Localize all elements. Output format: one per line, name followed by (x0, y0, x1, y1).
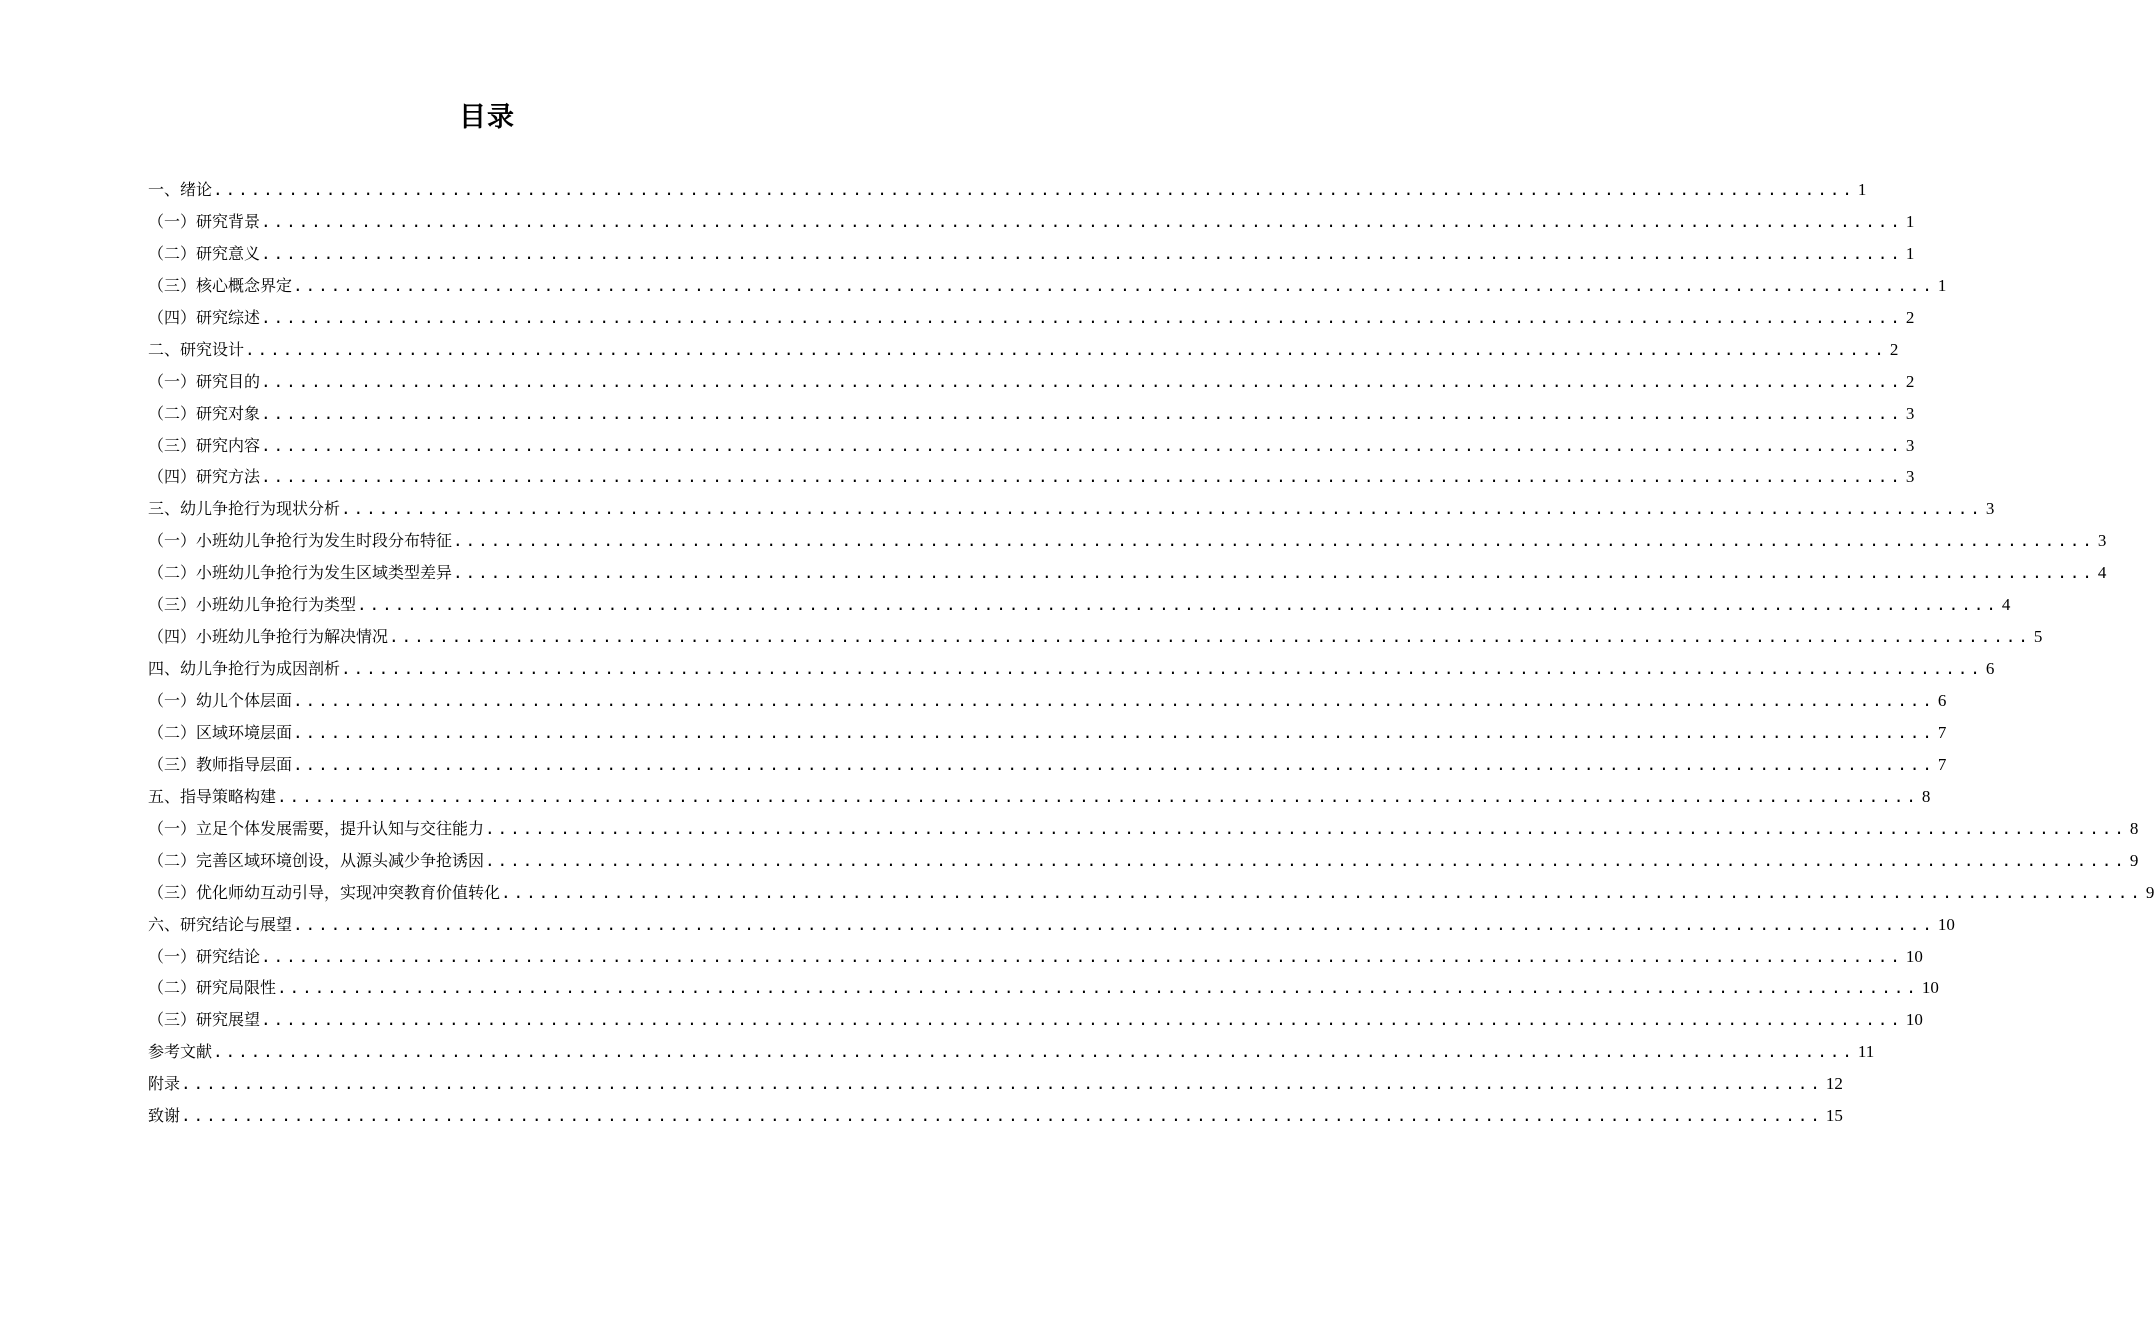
toc-dot-leader: ................................................................................................................................... (341, 659, 1983, 679)
toc-entry-page-number: 1 (1857, 180, 1867, 199)
toc-entry-page-number: 8 (2129, 818, 2139, 838)
toc-dot-leader: ................................................................................................................................... (501, 882, 2143, 902)
toc-dot-leader: ................................................................................................................................... (261, 371, 1903, 391)
toc-entry-label: （二）研究局限性 (148, 978, 277, 998)
toc-dot-leader: ................................................................................................................................... (277, 786, 1919, 806)
toc-entry-label: （三）研究展望 (148, 1010, 261, 1030)
toc-entry (148, 717, 1947, 749)
toc-entry-label: 六、研究结论与展望 (148, 914, 293, 934)
toc-entry-page-number: 10 (1921, 978, 1939, 998)
toc-entry-page-number: 12 (1825, 1074, 1843, 1094)
toc-entry-page-number: 10 (1937, 914, 1955, 934)
toc-dot-leader: ................................................................................................................................... (181, 1106, 1823, 1126)
toc-dot-leader: ................................................................................................................................... (389, 627, 2031, 647)
toc-entry-page-number: 7 (1937, 722, 1947, 742)
toc-entry (148, 270, 1947, 302)
toc-entry (148, 845, 2139, 877)
toc-dot-leader: ................................................................................................................................... (453, 531, 2095, 551)
toc-entry-page-number: 2 (1905, 371, 1915, 391)
toc-entry-label: 三、幼儿争抢行为现状分析 (148, 499, 341, 519)
toc-dot-leader: ................................................................................................................................... (293, 691, 1935, 710)
toc-entry-page-number: 10 (1905, 946, 1923, 966)
toc-dot-leader: ................................................................................................................................... (293, 722, 1935, 742)
toc-entry-label: （一）研究结论 (148, 946, 261, 966)
toc-entry-label: （一）小班幼儿争抢行为发生时段分布特征 (148, 531, 453, 551)
toc-dot-leader: ................................................................................................................................... (181, 1074, 1823, 1094)
toc-entry (148, 749, 1947, 781)
toc-entry-label: （四）研究方法 (148, 467, 261, 487)
toc-entry (148, 972, 1939, 1004)
toc-entry-page-number: 8 (1921, 786, 1931, 806)
toc-entry (148, 1068, 1843, 1100)
toc-entry (148, 302, 1915, 334)
toc-dot-leader: ................................................................................................................................... (261, 946, 1903, 966)
toc-entry (148, 1036, 1875, 1068)
toc-entry-label: （三）研究内容 (148, 435, 261, 455)
toc-entry-label: 参考文献 (148, 1042, 213, 1062)
toc-dot-leader: ................................................................................................................................... (261, 307, 1903, 327)
toc-entry-page-number: 3 (1905, 403, 1915, 423)
toc-entry-page-number: 2 (1889, 339, 1899, 359)
toc-dot-leader: ................................................................................................................................... (485, 818, 2127, 838)
toc-entry (148, 589, 2011, 621)
toc-dot-leader: ................................................................................................................................... (213, 1042, 1855, 1062)
toc-entry-page-number: 9 (2129, 850, 2139, 870)
toc-entry (148, 685, 1947, 717)
toc-dot-leader: ................................................................................................................................... (213, 180, 1855, 199)
toc-dot-leader: ................................................................................................................................... (245, 339, 1887, 359)
toc-entry (148, 334, 1899, 366)
toc-dot-leader: ................................................................................................................................... (357, 595, 1999, 615)
toc-entry-label: （三）优化师幼互动引导，实现冲突教育价值转化 (148, 882, 501, 902)
toc-entry-label: （二）区域环境层面 (148, 722, 293, 742)
toc-entry (148, 493, 1995, 525)
toc-entry (148, 398, 1915, 430)
toc-dot-leader: ................................................................................................................................... (293, 914, 1935, 934)
toc-entry-page-number: 1 (1905, 211, 1915, 231)
toc-entry-label: （一）立足个体发展需要，提升认知与交往能力 (148, 818, 485, 838)
toc-entry-label: （三）教师指导层面 (148, 754, 293, 774)
toc-entry (148, 909, 1955, 941)
toc-entry (148, 781, 1931, 813)
toc-entry (148, 525, 2107, 557)
toc-entry-page-number: 10 (1905, 1010, 1923, 1030)
toc-entry-label: （一）研究背景 (148, 211, 261, 231)
toc-entry-label: （三）小班幼儿争抢行为类型 (148, 595, 357, 615)
toc-entry-page-number: 6 (1937, 691, 1947, 710)
toc-dot-leader: ................................................................................................................................... (261, 467, 1903, 487)
toc-entry-label: 致谢 (148, 1106, 181, 1126)
toc-entry-page-number: 15 (1825, 1106, 1843, 1126)
toc-entry-label: 二、研究设计 (148, 339, 245, 359)
toc-entry (148, 1100, 1843, 1132)
toc-entry-label: （一）幼儿个体层面 (148, 691, 293, 710)
toc-entry-page-number: 3 (1905, 467, 1915, 487)
toc-entry-page-number: 11 (1857, 1042, 1875, 1062)
toc-entry (148, 653, 1995, 685)
toc-dot-leader: ................................................................................................................................... (261, 1010, 1903, 1030)
toc-entry (148, 621, 2043, 653)
toc-entry (148, 174, 1867, 206)
toc-entry (148, 877, 2154, 909)
toc-entry-page-number: 3 (1905, 435, 1915, 455)
toc-entry-page-number: 2 (1905, 307, 1915, 327)
toc-entry-page-number: 5 (2033, 627, 2043, 647)
toc-entry-page-number: 3 (2097, 531, 2107, 551)
toc-entry-page-number: 7 (1937, 754, 1947, 774)
toc-dot-leader: ................................................................................................................................... (453, 563, 2095, 583)
toc-entry-label: （二）研究意义 (148, 243, 261, 263)
toc-entry-page-number: 4 (2001, 595, 2011, 615)
toc-entry-label: 五、指导策略构建 (148, 786, 277, 806)
toc-entry (148, 941, 1923, 973)
toc-dot-leader: ................................................................................................................................... (261, 403, 1903, 423)
toc-entry-label: 附录 (148, 1074, 181, 1094)
toc-entry-label: （四）小班幼儿争抢行为解决情况 (148, 627, 389, 647)
toc-dot-leader: ................................................................................................................................... (277, 978, 1919, 998)
toc-entry-label: （四）研究综述 (148, 307, 261, 327)
toc-entry-page-number: 3 (1985, 499, 1995, 519)
toc-entry (148, 430, 1915, 462)
toc-entry-label: （二）研究对象 (148, 403, 261, 423)
toc-dot-leader: ................................................................................................................................... (293, 275, 1935, 295)
toc-dot-leader: ................................................................................................................................... (341, 499, 1983, 519)
toc-entry-label: （三）核心概念界定 (148, 275, 293, 295)
toc-entry-label: （二）小班幼儿争抢行为发生区域类型差异 (148, 563, 453, 583)
toc-dot-leader: ................................................................................................................................... (261, 435, 1903, 455)
toc-entry (148, 813, 2139, 845)
toc-entry (148, 206, 1915, 238)
toc-dot-leader: ................................................................................................................................... (485, 850, 2127, 870)
toc-entry-label: 一、绪论 (148, 180, 213, 199)
toc-entry-page-number: 6 (1985, 659, 1995, 679)
page-title: 目录 (459, 102, 515, 133)
toc-entry (148, 1004, 1923, 1036)
toc-entry (148, 366, 1915, 398)
toc-entry-page-number: 9 (2145, 882, 2154, 902)
toc-entry-label: （一）研究目的 (148, 371, 261, 391)
toc-entry (148, 461, 1915, 493)
toc-entry-page-number: 4 (2097, 563, 2107, 583)
toc-entry (148, 557, 2107, 589)
table-of-contents (148, 174, 2154, 1132)
toc-dot-leader: ................................................................................................................................... (261, 211, 1903, 231)
toc-entry-page-number: 1 (1905, 243, 1915, 263)
toc-dot-leader: ................................................................................................................................... (293, 754, 1935, 774)
toc-entry (148, 238, 1915, 270)
toc-entry-label: （二）完善区域环境创设，从源头减少争抢诱因 (148, 850, 485, 870)
toc-dot-leader: ................................................................................................................................... (261, 243, 1903, 263)
toc-entry-page-number: 1 (1937, 275, 1947, 295)
toc-entry-label: 四、幼儿争抢行为成因剖析 (148, 659, 341, 679)
